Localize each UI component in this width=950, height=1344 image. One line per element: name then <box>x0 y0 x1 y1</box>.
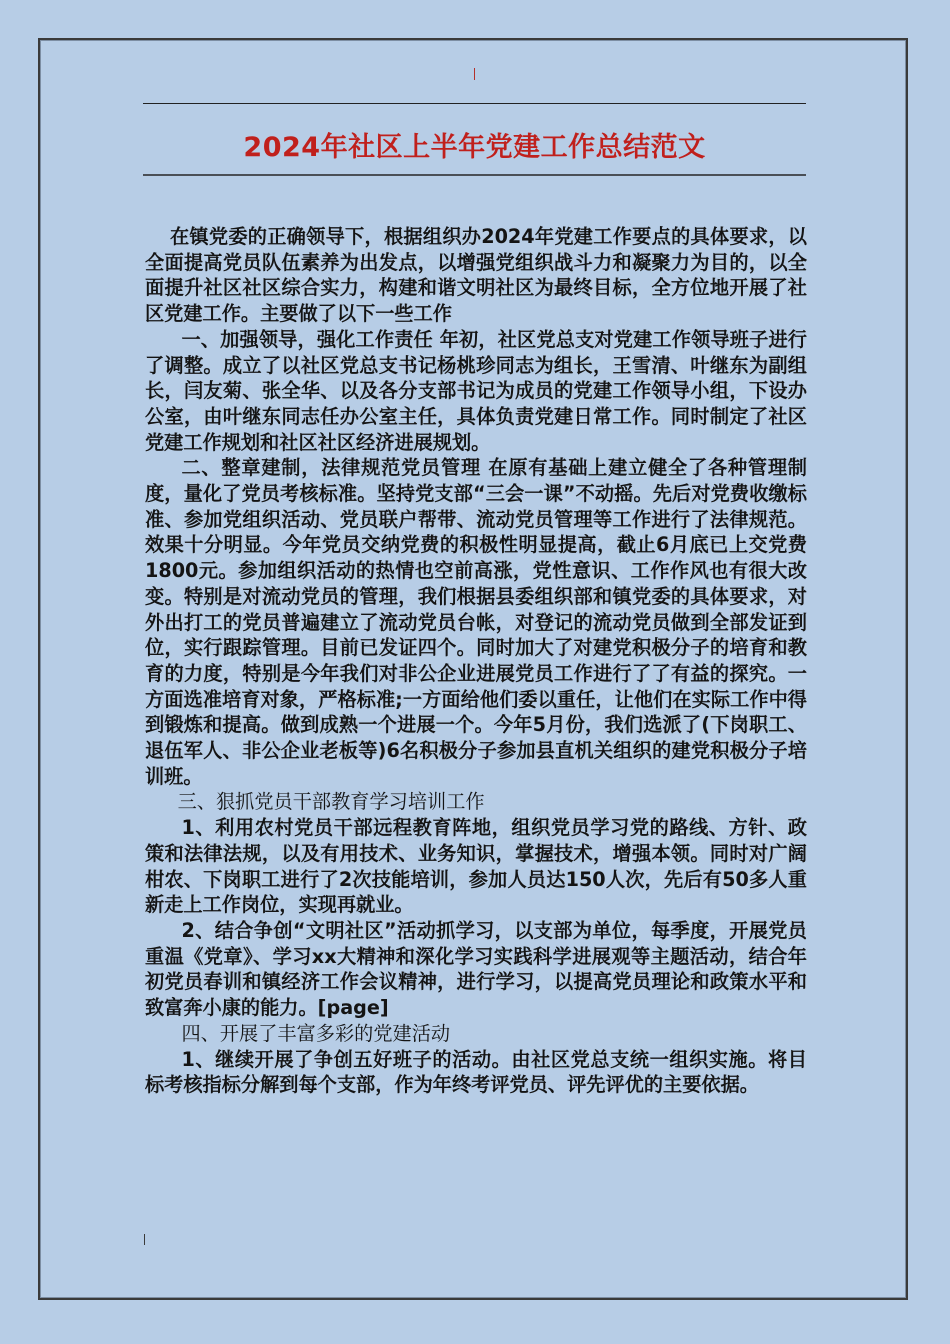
document-body <box>145 224 807 1098</box>
paragraph-intro: 在镇党委的正确领导下，根据组织办2024年党建工作要点的具体要求，以全面提高党员队伍素养为出发点，以增强党组织战斗力和凝聚力为目的，以全面提升社区社区综合实力，构建和谐文明社区为最终目标，全方位地开展了社区党建工作。主要做了以下一些工作 <box>145 225 807 326</box>
heading-section-3: 三、狠抓党员干部教育学习培训工作 <box>177 790 485 814</box>
heading-section-4: 四、开展了丰富多彩的党建活动 <box>181 1021 451 1045</box>
paragraph-section-3-item-2: 2、结合争创“文明社区”活动抓学习，以支部为单位，每季度，开展党员重温《党章》、学习xx大精神和深化学习实践科学进展观等主题活动，结合年初党员春训和镇经济工作会议精神，进行学习，以提高党员理论和政策水平和致富奔小康的能力。[page] <box>145 918 807 1020</box>
paragraph-section-2: 二、整章建制，法律规范党员管理 在原有基础上建立健全了各种管理制度，量化了党员考核标准。坚持党支部“三会一课”不动摇。先后对党费收缴标准、参加党组织活动、党员联户帮带、流动党员管理等工作进行了法律规范。效果十分明显。今年党员交纳党费的积极性明显提高，截止6月底已上交党费1800元。参加组织活动的热情也空前高涨，党性意识、工作作风也有很大改变。特别是对流动党员的管理，我们根据县委组织部和镇党委的具体要求，对外出打工的党员普遍建立了流动党员台帐，对登记的流动党员做到全部发证到位，实行跟踪管理。目前已发证四个。同时加大了对建党积极分子的培育和教育的力度，特别是今年我们对非公企业进展党员工作进行了了有益的探究。一方面选准培育对象，严格标准;一方面给他们委以重任，让他们在实际工作中得到锻炼和提高。做到成熟一个进展一个。今年5月份，我们选派了(下岗职工、退伍军人、非公企业老板等)6名积极分子参加县直机关组织的建党积极分子培训班。 <box>145 456 807 788</box>
footer-cursor-mark <box>144 1234 145 1245</box>
document-title: 2024年社区上半年党建工作总结范文 <box>243 132 706 163</box>
paragraph-section-1: 一、加强领导，强化工作责任 年初，社区党总支对党建工作领导班子进行了调整。成立了以社区党总支书记杨桃珍同志为组长，王雪清、叶继东为副组长，闫友菊、张全华、以及各分支部书记为成员的党建工作领导小组，下设办公室，由叶继东同志任办公室主任，具体负责党建日常工作。同时制定了社区党建工作规划和社区社区经济进展规划。 <box>145 327 807 454</box>
title-underline <box>143 174 806 176</box>
paragraph-section-4-item-1: 1、继续开展了争创五好班子的活动。由社区党总支统一组织实施。将目标考核指标分解到每个支部，作为年终考评党员、评先评优的主要依据。 <box>145 1047 807 1097</box>
header-cursor-mark <box>474 68 475 80</box>
paragraph-section-3-item-1: 1、利用农村党员干部远程教育阵地，组织党员学习党的路线、方针、政策和法律法规，以及有用技术、业务知识，掌握技术，增强本领。同时对广阔柑农、下岗职工进行了2次技能培训，参加人员达150人次，先后有50多人重新走上工作岗位，实现再就业。 <box>145 816 807 917</box>
header-rule <box>143 103 806 104</box>
